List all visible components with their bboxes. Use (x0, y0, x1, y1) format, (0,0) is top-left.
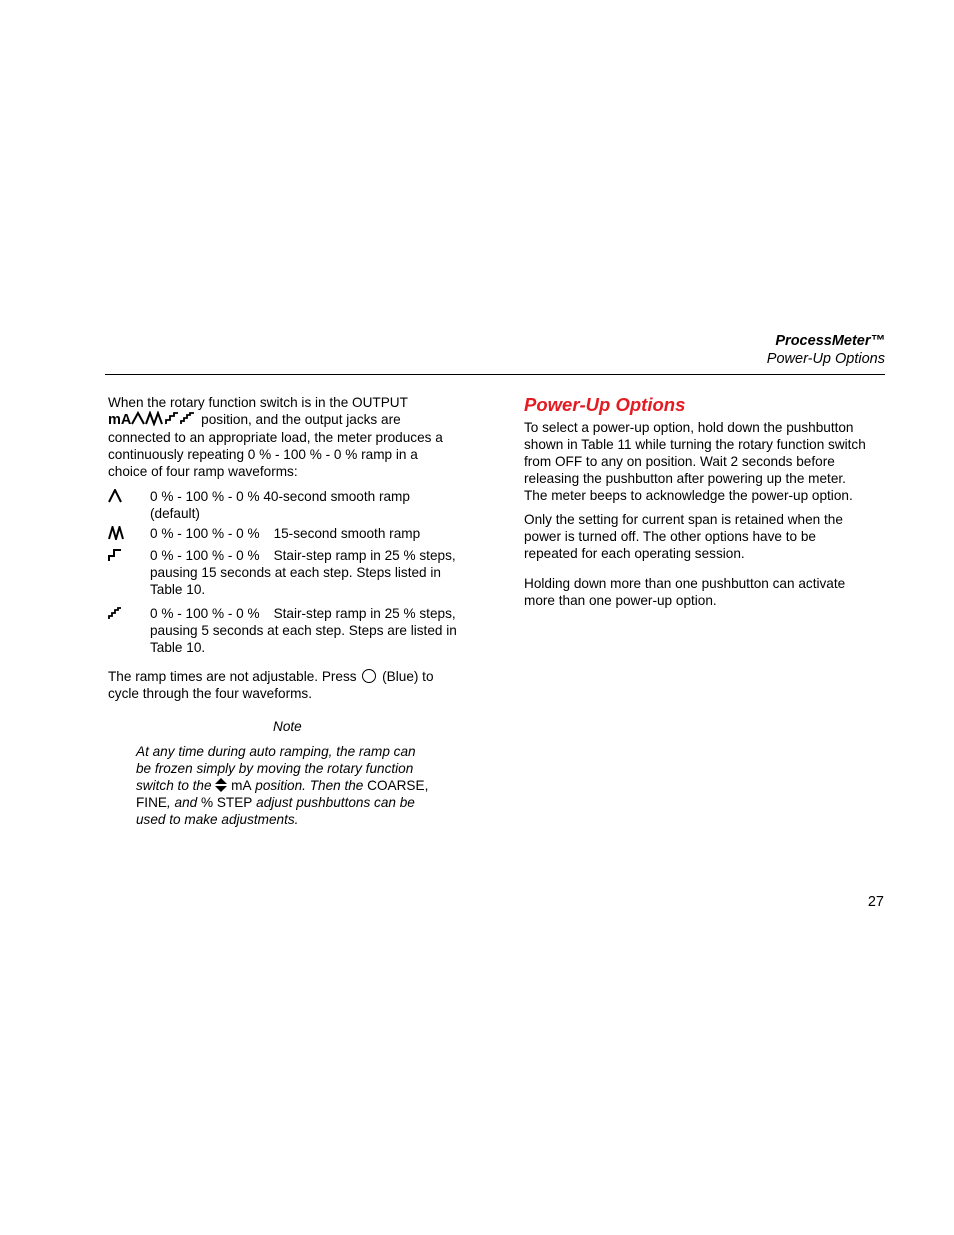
ramp-desc: 15-second smooth ramp (273, 526, 421, 541)
blue-button-icon (362, 669, 376, 683)
paragraph-2: Only the setting for current span is retained when the power is turned off. The other options have to be repeated for each operating session. (524, 512, 843, 561)
ramp-desc-line-2: pausing 5 seconds at each step. Steps are listed in (150, 623, 457, 638)
note-body (136, 743, 446, 828)
running-header-subtitle: Power-Up Options (766, 351, 885, 367)
closing-text-b: (Blue) to (382, 669, 434, 684)
page-number: 27 (867, 894, 884, 910)
ramp-closing-paragraph (108, 668, 473, 702)
note-label: Note (273, 719, 302, 734)
note-line-1: At any time during auto ramping, the ramp can (136, 744, 416, 759)
ramp-range: 0 % - 100 % - 0 % (150, 526, 260, 541)
ramp-symbols-icon (131, 412, 197, 427)
intro-line-1: When the rotary function switch is in the OUTPUT (108, 395, 408, 410)
ramp-range: 0 % - 100 % - 0 % (150, 606, 260, 621)
ramp-list (108, 488, 473, 658)
slow-ramp-icon (108, 489, 122, 507)
ramp-range: 0 % - 100 % - 0 % (150, 548, 260, 563)
intro-line-5: choice of four ramp waveforms: (108, 464, 298, 479)
slow-step-icon (108, 548, 122, 566)
note-line-4: FINE, and % STEP adjust pushbuttons can be (136, 795, 415, 810)
ramp-desc: 40-second smooth ramp (259, 489, 410, 504)
running-header-title: ProcessMeter™ (775, 333, 885, 349)
ramp-desc: Stair-step ramp in 25 % steps, (273, 548, 456, 563)
ma-symbol: mA (108, 412, 132, 428)
up-down-arrow-icon (215, 778, 227, 793)
intro-line-3: connected to an appropriate load, the meter produces a (108, 430, 443, 445)
section-title: Power-Up Options (524, 394, 686, 415)
fast-ramp-icon (108, 526, 124, 544)
closing-text-a: The ramp times are not adjustable. Press (108, 669, 357, 684)
ramp-desc-line-3: Table 10. (150, 582, 206, 597)
ramp-desc: Stair-step ramp in 25 % steps, (273, 606, 456, 621)
header-rule (105, 374, 885, 375)
ramp-range: 0 % - 100 % - 0 % (150, 489, 260, 504)
note-line-3: switch to the mA position. Then the COARSE, (136, 778, 429, 793)
intro-paragraph (108, 394, 473, 480)
paragraph-1: To select a power-up option, hold down the pushbutton shown in Table 11 while turning the rotary function switch from OFF to any on position. Wait 2 seconds before releasing the pushbutton after powering up the meter. The meter beeps to acknowledge the power-up option. (524, 420, 866, 503)
ramp-desc-line-3: Table 10. (150, 640, 206, 655)
ramp-desc-line-2: (default) (150, 506, 200, 521)
intro-line-2-text: position, and the output jacks are (197, 412, 401, 427)
paragraph-3: Holding down more than one pushbutton can activate more than one power-up option. (524, 576, 846, 608)
closing-line-2: cycle through the four waveforms. (108, 686, 312, 701)
ramp-desc-line-2: pausing 15 seconds at each step. Steps listed in (150, 565, 441, 580)
intro-line-2 (108, 411, 473, 429)
intro-line-4: continuously repeating 0 % - 100 % - 0 % ramp in a (108, 447, 418, 462)
note-line-5: used to make adjustments. (136, 812, 299, 827)
note-line-2: be frozen simply by moving the rotary function (136, 761, 414, 776)
fast-step-icon (108, 606, 122, 624)
